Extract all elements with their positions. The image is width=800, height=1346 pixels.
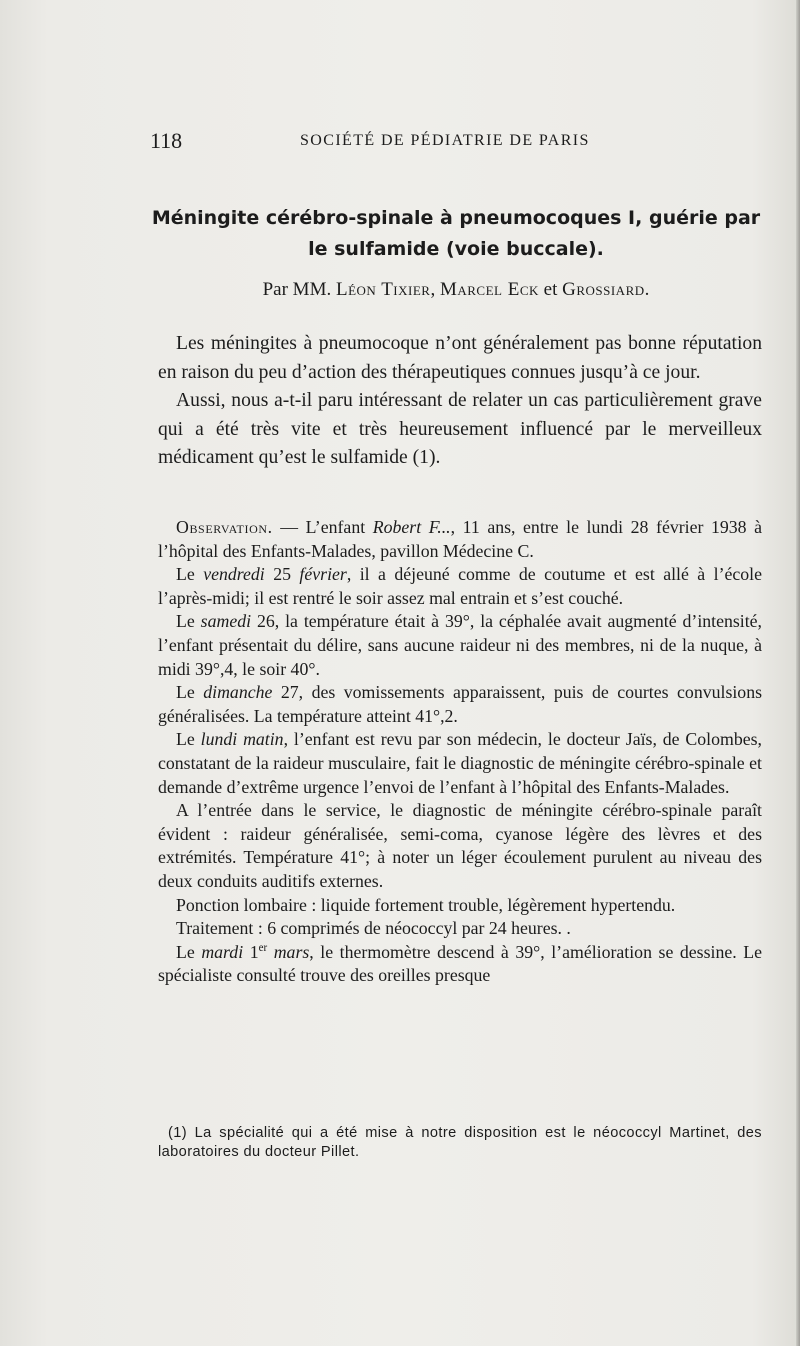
date-day: lundi matin [200, 729, 284, 750]
observation-paragraph-8: Traitement : 6 comprimés de néococcyl par 24 heures. . [176, 918, 571, 939]
patient-name: Robert F... [372, 517, 451, 537]
author-end: . [644, 279, 650, 300]
observation-text: Le [176, 564, 204, 585]
observation-paragraph-6: A l’entrée dans le service, le diagnostic de méningite cérébro-spinale paraît évident : raideur généralisée, semi-coma, cyanose légère des lèvres et des extrémités. Température 41°; à noter un léger écoulement purulent au niveau des deux conduits auditifs externes. [158, 800, 762, 891]
date-month: février [299, 564, 347, 585]
observation-label: Observation. [176, 517, 273, 537]
date-day: vendredi [203, 564, 265, 585]
page-number: 118 [150, 128, 183, 153]
title-line-1: Méningite cérébro-spinale à pneumocoques I, guérie par [151, 207, 761, 229]
observation-text: 25 [264, 564, 300, 585]
date-day: mardi [201, 941, 244, 962]
running-head: SOCIÉTÉ DE PÉDIATRIE DE PARIS [300, 132, 590, 149]
observation-section [158, 516, 762, 988]
observation-text: 27, des vomissements apparaissent, puis de courtes convulsions généralisées. La température atteint 41°,2. [158, 682, 762, 726]
author-line [150, 279, 762, 301]
page-edge-shadow [796, 0, 800, 1346]
observation-paragraph-4 [158, 681, 762, 728]
observation-text: Le [176, 729, 201, 750]
intro-paragraph-1: Les méningites à pneumocoque n’ont généralement pas bonne réputation en raison du peu d’action des thérapeutiques connues jusqu’à ce jour. [158, 333, 762, 383]
ordinal-superscript: er [258, 941, 268, 954]
observation-text: — L’enfant [272, 517, 373, 537]
introduction [158, 330, 762, 473]
observation-text: , le thermomètre descend à 39°, l’amélioration se dessine. Le spécialiste consulté trouve des oreilles presque [158, 941, 762, 986]
author-conjunction: et [543, 279, 558, 300]
observation-text: Le [176, 611, 201, 632]
author-separator: , [430, 279, 436, 300]
title-line-2: le sulfamide (voie buccale). [308, 238, 604, 260]
author-eck: Marcel Eck [439, 279, 539, 300]
observation-text: 26, la température était à 39°, la céphalée avait augmenté d’intensité, l’enfant présentait du délire, sans aucune raideur ni des membres, ni de la nuque, à midi 39°,4, le soir 40°. [158, 611, 763, 679]
observation-text: , 11 ans, entre le lundi 28 février 1938 à l’hôpital des Enfants-Malades, pavillon Médecine C. [158, 517, 762, 561]
observation-paragraph-5 [158, 728, 762, 799]
intro-paragraph-2: Aussi, nous a-t-il paru intéressant de relater un cas particulièrement grave qui a été très vite et très heureusement influencé par le merveilleux médicament qu’est le sulfamide (1). [158, 390, 762, 469]
article-title [150, 203, 762, 265]
observation-text: 1 [243, 941, 259, 962]
footnote [158, 1124, 762, 1162]
date-day: dimanche [203, 682, 273, 703]
observation-paragraph-2 [158, 563, 762, 610]
observation-text: , il a déjeuné comme de coutume et est allé à l’école l’après-midi; il est rentré le soir assez mal entrain et s’est couché. [158, 564, 763, 608]
observation-paragraph-3 [158, 610, 762, 681]
page-header [150, 128, 762, 158]
author-grossiard: Grossiard [562, 279, 645, 300]
observation-text: , l’enfant est revu par son médecin, le docteur Jaïs, de Colombes, constatant de la raideur musculaire, fait le diagnostic de méningite cérébro-spinale et demande d’extrême urgence l’envoi de l’enfant à l’hôpital des Enfants-Malades. [158, 729, 762, 797]
date-day: samedi [200, 611, 252, 632]
author-prefix: Par MM. [262, 279, 332, 300]
author-tixier: Léon Tixier [335, 279, 431, 300]
observation-text: Le [176, 941, 202, 962]
date-month: mars [267, 941, 310, 962]
footnote-text: (1) La spécialité qui a été mise à notre disposition est le néococcyl Martinet, des laboratoires du docteur Pillet. [158, 1125, 762, 1160]
observation-text: Le [176, 682, 204, 703]
observation-paragraph-1 [158, 516, 762, 563]
observation-paragraph-9 [158, 941, 762, 988]
observation-paragraph-7: Ponction lombaire : liquide fortement trouble, légèrement hypertendu. [176, 894, 676, 915]
